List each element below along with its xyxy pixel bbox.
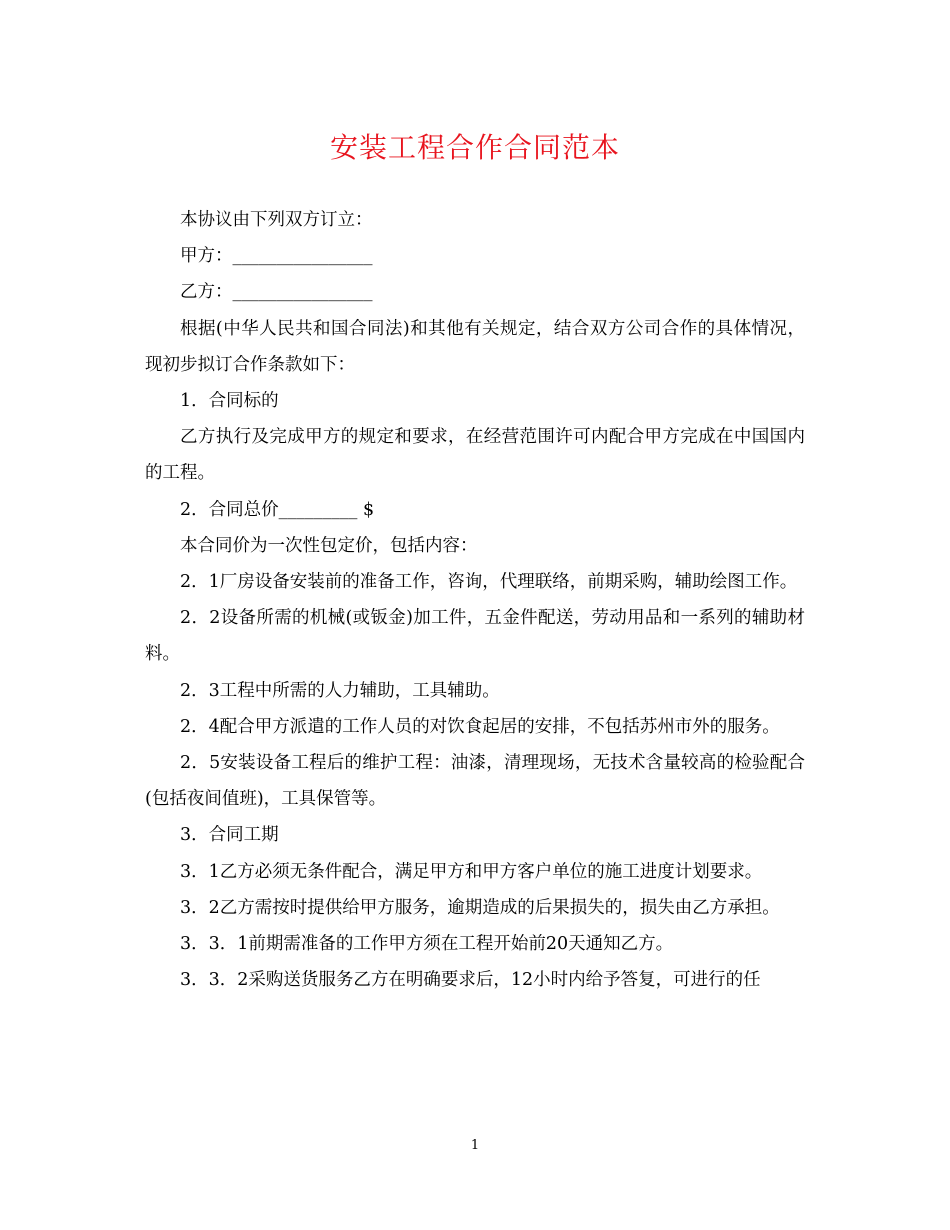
section-heading: 2．合同总价_________ $: [180, 499, 375, 520]
paragraph: 2．5安装设备工程后的维护工程：油漆，清理现场，无技术含量较高的检验配合(包括夜间值班)，工具保管等。: [145, 753, 805, 810]
paragraph: 乙方：________________: [180, 282, 373, 303]
paragraph: 2．2设备所需的机械(或钣金)加工件，五金件配送，劳动用品和一系列的辅助材料。: [145, 608, 805, 665]
paragraph: 3．2乙方需按时提供给甲方服务，逾期造成的后果损失的，损失由乙方承担。: [180, 897, 780, 918]
document-body: [145, 202, 805, 998]
paragraph: 根据(中华人民共和国合同法)和其他有关规定，结合双方公司合作的具体情况，现初步拟订合作条款如下：: [145, 318, 805, 375]
paragraph: 本协议由下列双方订立：: [180, 210, 373, 230]
paragraph: 3．3．2采购送货服务乙方在明确要求后，12小时内给予答复，可进行的任: [180, 970, 761, 991]
paragraph: 2．3工程中所需的人力辅助，工具辅助。: [180, 680, 500, 701]
section-heading: 1．合同标的: [180, 391, 279, 412]
page-number: 1: [470, 1138, 480, 1153]
paragraph: 2．1厂房设备安装前的准备工作，咨询，代理联络，前期采购，辅助绘图工作。: [180, 572, 798, 593]
paragraph: 甲方：________________: [180, 246, 373, 267]
paragraph: 乙方执行及完成甲方的规定和要求，在经营范围许可内配合甲方完成在中国国内的工程。: [145, 427, 805, 484]
paragraph: 本合同价为一次性包定价，包括内容：: [180, 535, 478, 556]
section-heading: 3．合同工期: [180, 825, 279, 846]
paragraph: 3．1乙方必须无条件配合，满足甲方和甲方客户单位的施工进度计划要求。: [180, 861, 763, 882]
document-title: 安装工程合作合同范本: [329, 131, 620, 164]
paragraph: 3．3．1前期需准备的工作甲方须在工程开始前20天通知乙方。: [180, 934, 674, 955]
paragraph: 2．4配合甲方派遣的工作人员的对饮食起居的安排，不包括苏州市外的服务。: [180, 716, 780, 737]
